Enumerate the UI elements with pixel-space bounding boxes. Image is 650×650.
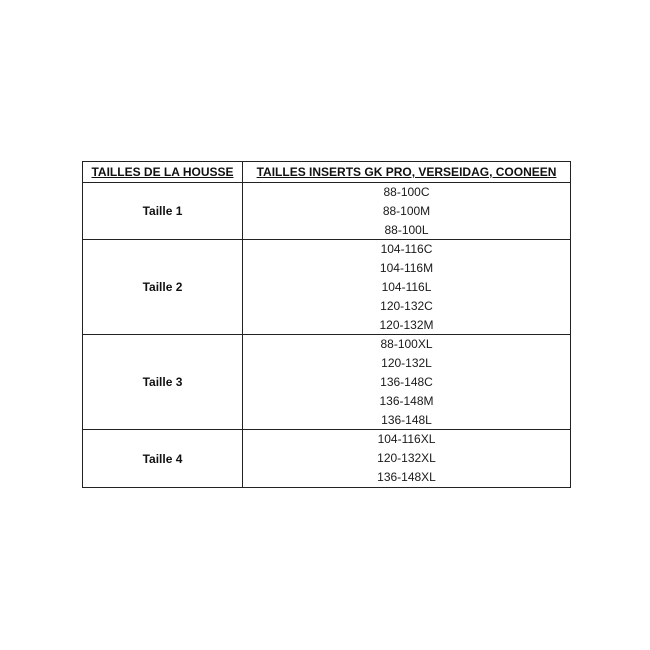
- insert-size: 104-116L: [381, 279, 432, 294]
- table-row: [83, 183, 571, 240]
- insert-size: 88-100L: [384, 222, 429, 237]
- insert-size: 136-148XL: [377, 469, 436, 484]
- table-row: [83, 240, 571, 335]
- inserts-cell: [243, 430, 571, 487]
- taille-cell: Taille 3: [83, 335, 243, 430]
- table-row: [83, 430, 571, 487]
- insert-size: 88-100XL: [380, 337, 433, 352]
- header-cover-sizes: [83, 162, 243, 183]
- header-insert-sizes-label: TAILLES INSERTS GK PRO, VERSEIDAG, COONEEN: [256, 165, 557, 179]
- taille-cell: Taille 4: [83, 430, 243, 487]
- insert-size: 104-116M: [379, 261, 434, 276]
- insert-size: 104-116C: [380, 242, 433, 257]
- insert-size: 120-132L: [381, 356, 432, 371]
- header-insert-sizes: [243, 162, 571, 183]
- insert-size: 120-132XL: [377, 451, 436, 466]
- insert-size: 136-148M: [379, 393, 434, 408]
- header-row: [83, 162, 571, 183]
- insert-size: 104-116XL: [377, 432, 436, 447]
- inserts-cell: [243, 183, 571, 240]
- insert-size: 88-100C: [383, 185, 430, 199]
- header-cover-sizes-label: TAILLES DE LA HOUSSE: [91, 165, 234, 179]
- table-body: [83, 183, 571, 488]
- insert-size: 136-148C: [380, 374, 433, 389]
- insert-size: 120-132M: [379, 317, 434, 332]
- table-header: [83, 162, 571, 183]
- taille-cell: Taille 2: [83, 240, 243, 335]
- size-table: [82, 161, 571, 488]
- insert-size: 120-132C: [380, 298, 433, 313]
- table-row: [83, 335, 571, 430]
- insert-size: 136-148L: [381, 412, 432, 427]
- taille-cell: Taille 1: [83, 183, 243, 240]
- insert-size: 88-100M: [382, 203, 431, 218]
- inserts-cell: [243, 335, 571, 430]
- inserts-cell: [243, 240, 571, 335]
